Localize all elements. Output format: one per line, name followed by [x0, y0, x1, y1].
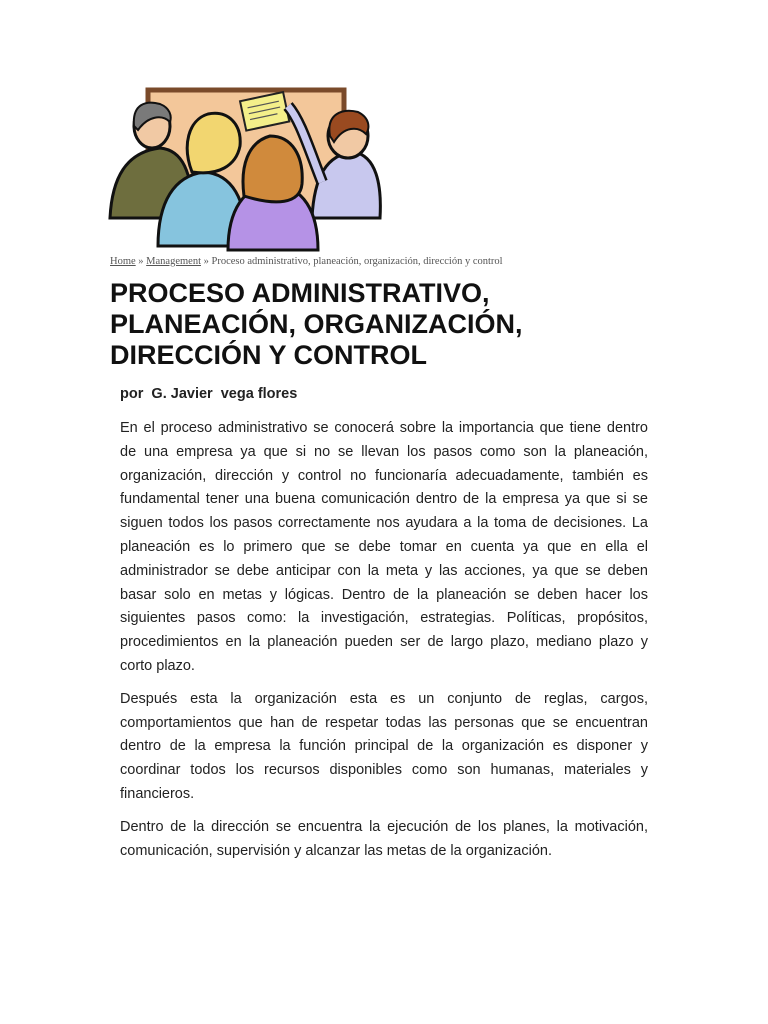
- breadcrumb-separator: »: [138, 256, 144, 267]
- breadcrumb-section-link[interactable]: Management: [146, 256, 201, 267]
- breadcrumb-separator: »: [203, 256, 209, 267]
- page-title-line: PROCESO ADMINISTRATIVO,: [110, 278, 490, 308]
- article-paragraph: En el proceso administrativo se conocerá sobre la importancia que tiene dentro de una empresa ya que si no se llevan los pasos como son la planeación, organización, dirección y control no funcionaría adecuadamente, también es fundamental tener una buena comunicación dentro de la empresa ya que si se siguen todos los pasos correctamente nos ayudara a la toma de decisiones. La planeación es lo primero que se debe tomar en cuenta ya que en ella el administrador se debe anticipar con la meta y las acciones, ya que se deben basar solo en metas y lógicas. Dentro de la planeación se deben hacer los siguientes pasos como: la investigación, estrategias. Políticas, propósitos, procedimientos en la planeación pueden ser de largo plazo, mediano plazo y corto plazo.: [120, 420, 648, 674]
- page-title: [110, 278, 670, 371]
- article-paragraph: Dentro de la dirección se encuentra la ejecución de los planes, la motivación, comunicación, supervisión y alcanzar las metas de la organización.: [120, 818, 648, 859]
- breadcrumb: [110, 256, 503, 267]
- article-paragraph: Después esta la organización esta es un conjunto de reglas, cargos, comportamientos que han de respetar todas las personas que se encuentran dentro de la empresa la función principal de la organización es disponer y coordinar todos los recursos disponibles como son humanas, materiales y financieros.: [120, 690, 648, 802]
- breadcrumb-home-link[interactable]: Home: [110, 256, 136, 267]
- article-body: [120, 417, 648, 872]
- breadcrumb-current: Proceso administrativo, planeación, organización, dirección y control: [211, 256, 503, 267]
- page-title-line: DIRECCIÓN Y CONTROL: [110, 340, 428, 370]
- author-byline: por G. Javier vega flores: [120, 386, 298, 402]
- page-title-line: PLANEACIÓN, ORGANIZACIÓN,: [110, 309, 523, 339]
- team-meeting-clipart: [108, 86, 384, 252]
